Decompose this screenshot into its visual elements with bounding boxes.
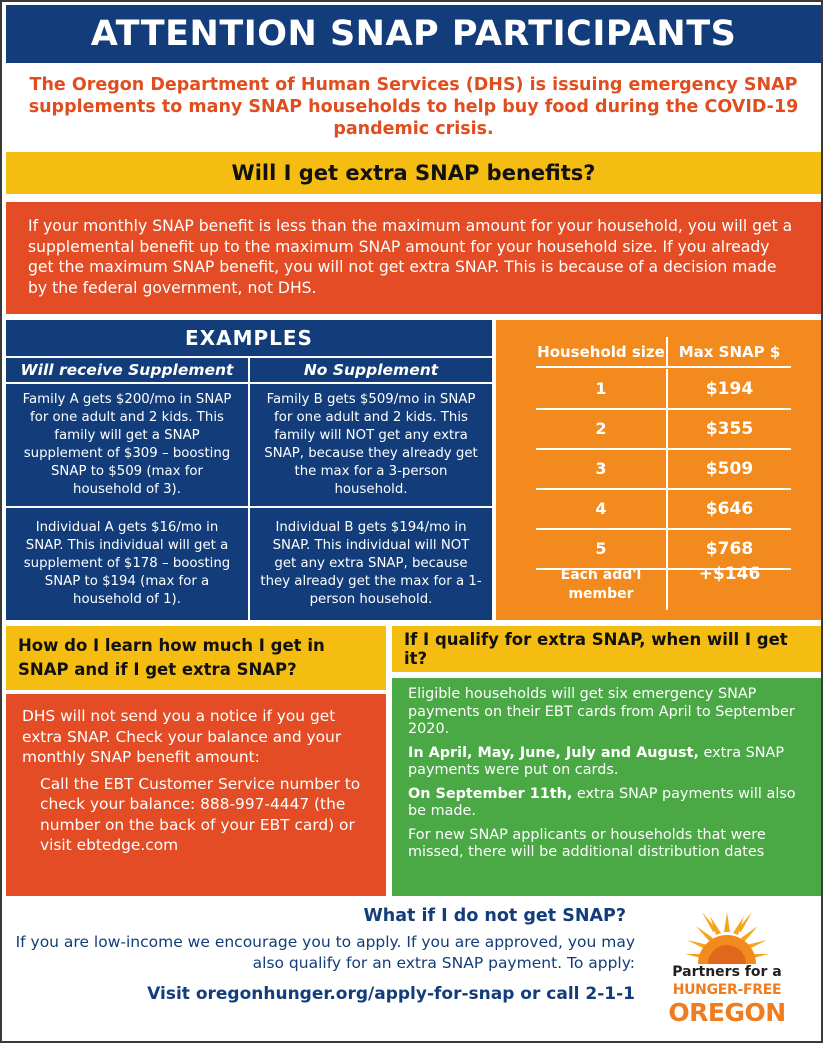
table-row — [536, 560, 791, 610]
examples-col1-header: Will receive Supplement — [6, 356, 250, 384]
household-size-cell: 2 — [536, 409, 668, 449]
partners-hunger-free-oregon-logo — [666, 906, 786, 1031]
apply-link[interactable]: Visit oregonhunger.org/apply-for-snap or call 2-1-1 — [147, 984, 635, 1004]
example-family-b: Family B gets $509/mo in SNAP for one adult and 2 kids. This family will NOT get any extra SNAP, because they already get the max for a 3-person household. — [250, 384, 492, 508]
examples-panel — [6, 320, 492, 620]
examples-title: EXAMPLES — [185, 326, 313, 350]
section3-body — [392, 678, 821, 896]
logo-line3: OREGON — [668, 998, 786, 1027]
max-snap-cell: $509 — [705, 459, 754, 479]
max-snap-cell: $194 — [705, 379, 754, 399]
household-size-cell: 4 — [536, 489, 668, 529]
section1-heading-bar — [6, 152, 821, 194]
section1-body: If your monthly SNAP benefit is less than the maximum amount for your household, you will get a supplemental benefit up to the maximum SNAP amount for your household size. If you already get the maximum SNAP benefit, you will not get extra SNAP. This is because of a decision made by the federal government, not DHS. — [6, 202, 821, 314]
section3-p3-bold: On September 11th, — [408, 785, 573, 802]
section3-heading: If I qualify for extra SNAP, when will I get it? — [392, 626, 821, 672]
section3-p2-rest: extra SNAP payments were put on cards. — [408, 744, 785, 778]
max-table-header-max: Max SNAP $ — [678, 343, 781, 361]
section2-body — [6, 694, 386, 896]
max-snap-cell: $646 — [705, 499, 754, 519]
section3-p3-rest: extra SNAP payments will also be made. — [408, 785, 796, 819]
section4-text: If you are low-income we encourage you to apply. If you are approved, you may also qualify for an extra SNAP payment. To apply: — [15, 933, 635, 972]
max-table-header-size: Household size — [536, 337, 668, 367]
example-individual-b: Individual B gets $194/mo in SNAP. This individual will NOT get any extra SNAP, because they already get the max for a 1-person household. — [260, 520, 482, 607]
sun-icon — [680, 906, 774, 964]
table-row — [536, 490, 791, 530]
household-size-cell: Each add'l member — [536, 560, 668, 610]
max-snap-cell: $768 — [705, 539, 754, 559]
section1-heading: Will I get extra SNAP benefits? — [231, 161, 596, 185]
table-row — [536, 410, 791, 450]
page-title: ATTENTION SNAP PARTICIPANTS — [90, 14, 737, 54]
max-snap-cell: +$146 — [698, 564, 761, 584]
section3-paragraph-2 — [408, 745, 805, 780]
household-size-cell: 3 — [536, 449, 668, 489]
max-snap-cell: $355 — [705, 419, 754, 439]
section3-paragraph-1: Eligible households will get six emergency SNAP payments on their EBT cards from April to September 2020. — [408, 686, 795, 737]
example-family-a: Family A gets $200/mo in SNAP for one adult and 2 kids. This family will get a SNAP supplement of $309 – boosting SNAP to $509 (max for household of 3). — [6, 384, 250, 508]
bottom-section — [6, 900, 821, 1040]
section3-p2-bold: In April, May, June, July and August, — [408, 744, 699, 761]
household-size-cell: 5 — [536, 529, 668, 569]
table-row — [536, 450, 791, 490]
section4-heading: What if I do not get SNAP? — [363, 906, 626, 926]
table-row — [536, 370, 791, 410]
intro-text: The Oregon Department of Human Services (DHS) is issuing emergency SNAP supplements to many SNAP households to help buy food during the COVID-19 pandemic crisis. — [28, 75, 799, 139]
logo-line1: Partners for a — [672, 964, 782, 980]
example-individual-a: Individual A gets $16/mo in SNAP. This individual will get a supplement of $178 – boosting SNAP to $194 (max for a household of 1). — [6, 508, 250, 620]
max-table-header-row — [536, 338, 791, 368]
section3-paragraph-4: For new SNAP applicants or households that were missed, there will be additional distribution dates — [408, 826, 766, 860]
max-snap-table — [496, 320, 821, 620]
section2-indent-text: Call the EBT Customer Service number to check your balance: 888-997-4447 (the number on the back of your EBT card) or visit ebtedge.com — [40, 774, 361, 854]
section2-heading: How do I learn how much I get in SNAP and if I get extra SNAP? — [6, 626, 386, 690]
household-size-cell: 1 — [536, 369, 668, 409]
section2-text: DHS will not send you a notice if you get extra SNAP. Check your balance and your monthly SNAP benefit amount: — [22, 707, 342, 766]
logo-line2: HUNGER-FREE — [672, 982, 782, 998]
title-banner — [6, 5, 821, 63]
section3-paragraph-3 — [408, 786, 805, 821]
examples-col2-header: No Supplement — [250, 356, 492, 384]
